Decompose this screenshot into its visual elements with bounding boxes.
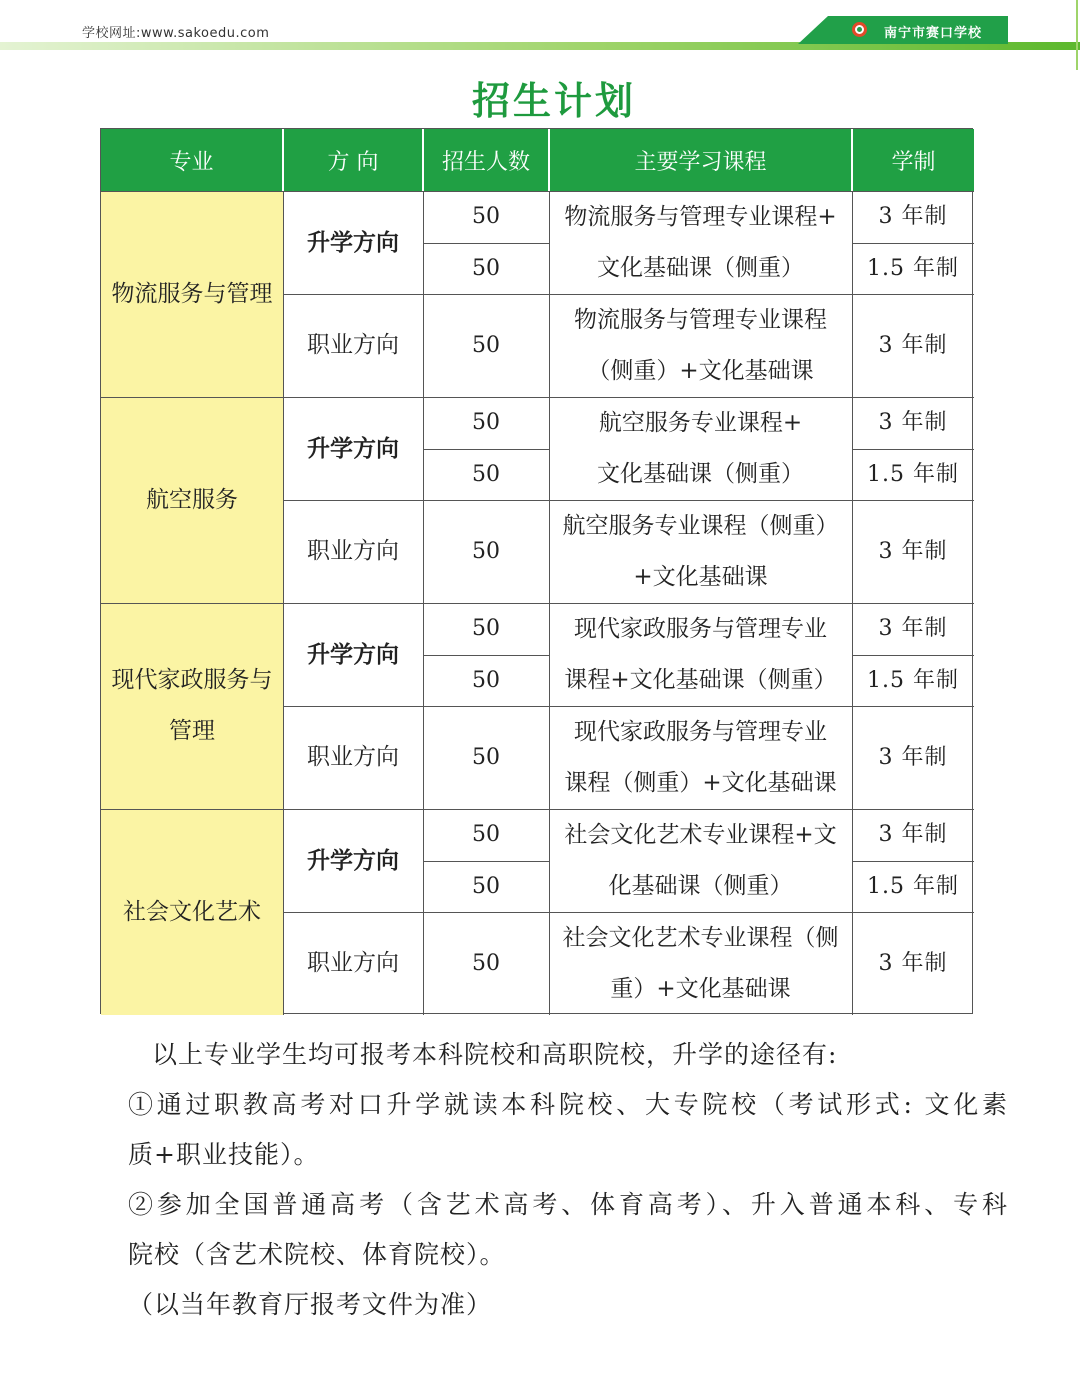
course-cell xyxy=(549,500,852,603)
notes xyxy=(128,1030,1008,1330)
count-cell: 50 xyxy=(472,410,500,436)
table-rule xyxy=(283,500,974,501)
table-rule xyxy=(852,655,974,656)
major-cell: 航空服务 xyxy=(101,397,283,603)
table-rule xyxy=(283,912,974,913)
header-count: 招生人数 xyxy=(424,129,548,191)
cell-line: 物流服务与管理专业课程+ xyxy=(564,203,837,230)
major-cell: 物流服务与管理 xyxy=(101,191,283,397)
table-rule xyxy=(852,449,974,450)
count-cell: 50 xyxy=(472,616,500,642)
system-cell: 3 年制 xyxy=(878,616,948,642)
course-cell xyxy=(549,397,852,500)
course-cell xyxy=(549,912,852,1015)
cell-line: 物流服务与管理专业课程 xyxy=(574,306,827,333)
count-cell: 50 xyxy=(472,255,500,281)
cell-line: 文化基础课（侧重） xyxy=(597,460,804,487)
notes-intro: 以上专业学生均可报考本科院校和高职院校，升学的途径有: xyxy=(152,1040,838,1069)
direction-cell: 职业方向 xyxy=(307,744,399,770)
course-cell xyxy=(549,294,852,397)
direction-cell: 升学方向 xyxy=(307,435,399,462)
cell-line: 文化基础课（侧重） xyxy=(597,254,804,281)
header-divider xyxy=(283,129,284,191)
notes-path1-line1: ①通过职教高考对口升学就读本科院校、大专院校（考试形式: 文化素 xyxy=(128,1090,1008,1119)
table-rule xyxy=(283,191,284,1015)
notes-path2-line2: 院校（含艺术院校、体育院校）。 xyxy=(128,1240,506,1269)
count-cell: 50 xyxy=(472,822,500,848)
table-rule xyxy=(101,191,974,192)
system-cell: 1.5 年制 xyxy=(867,873,959,899)
count-cell: 50 xyxy=(472,951,500,976)
cell-line: 重）+文化基础课 xyxy=(610,975,791,1002)
table-rule xyxy=(852,243,974,244)
direction-cell: 职业方向 xyxy=(307,950,399,976)
header-divider xyxy=(549,129,550,191)
table-rule xyxy=(423,243,549,244)
table-rule xyxy=(423,449,549,450)
system-cell: 3 年制 xyxy=(878,822,948,848)
course-cell xyxy=(549,706,852,809)
table-rule xyxy=(423,655,549,656)
system-cell: 3 年制 xyxy=(878,951,948,976)
direction-cell: 职业方向 xyxy=(307,332,399,358)
cell-line: 管理 xyxy=(169,718,215,744)
direction-cell: 职业方向 xyxy=(307,538,399,564)
count-cell: 50 xyxy=(472,461,500,487)
system-cell: 3 年制 xyxy=(878,410,948,436)
cell-line: 现代家政服务与管理专业 xyxy=(574,718,827,745)
notes-path1-line2: 质+职业技能）。 xyxy=(128,1140,320,1169)
table-rule xyxy=(852,191,853,1015)
notes-footnote: （以当年教育厅报考文件为准） xyxy=(128,1290,493,1319)
cell-line: 化基础课（侧重） xyxy=(608,872,793,899)
cell-line: 航空服务专业课程（侧重） xyxy=(562,512,839,539)
page-title: 招生计划 xyxy=(471,79,636,123)
major-cell xyxy=(101,603,283,809)
count-cell: 50 xyxy=(472,539,500,564)
table-rule xyxy=(283,706,974,707)
cell-line: （侧重）+文化基础课 xyxy=(587,357,814,384)
count-cell: 50 xyxy=(472,204,500,230)
cell-line: 现代家政服务与 xyxy=(111,667,273,693)
count-cell: 50 xyxy=(472,333,500,358)
direction-cell: 升学方向 xyxy=(307,641,399,668)
course-cell xyxy=(549,809,852,912)
major-cell: 社会文化艺术 xyxy=(101,809,283,1015)
page-border xyxy=(1076,0,1078,70)
cell-line: 现代家政服务与管理专业 xyxy=(574,615,827,642)
table-rule xyxy=(423,191,424,1015)
cell-line: +文化基础课 xyxy=(633,563,768,590)
direction-cell: 升学方向 xyxy=(307,847,399,874)
cell-line: 课程+文化基础课（侧重） xyxy=(564,666,837,693)
system-cell: 1.5 年制 xyxy=(867,461,959,487)
header-divider xyxy=(852,129,853,191)
table-rule xyxy=(101,603,974,604)
table-rule xyxy=(549,191,550,1015)
count-cell: 50 xyxy=(472,667,500,693)
table-rule xyxy=(101,809,974,810)
table-rule xyxy=(101,397,974,398)
header-major: 专业 xyxy=(101,129,282,191)
table-rule xyxy=(283,294,974,295)
system-cell: 3 年制 xyxy=(878,539,948,564)
school-name: 南宁市赛口学校 xyxy=(884,26,983,41)
school-logo-icon xyxy=(852,22,867,37)
system-cell: 1.5 年制 xyxy=(867,255,959,281)
count-cell: 50 xyxy=(472,873,500,899)
header-direction: 方 向 xyxy=(284,129,422,191)
cell-line: 航空服务专业课程+ xyxy=(598,409,803,436)
notes-path2-line1: ②参加全国普通高考（含艺术高考、体育高考）、升入普通本科、专科 xyxy=(128,1190,1008,1219)
cell-line: 课程（侧重）+文化基础课 xyxy=(564,769,837,796)
count-cell: 50 xyxy=(472,745,500,770)
course-cell xyxy=(549,603,852,706)
cell-line: 社会文化艺术专业课程+文 xyxy=(564,821,837,848)
course-cell xyxy=(549,191,852,294)
enrollment-table xyxy=(100,128,973,1014)
cell-line: 社会文化艺术专业课程（侧 xyxy=(562,924,839,951)
system-cell: 3 年制 xyxy=(878,333,948,358)
table-rule xyxy=(423,861,549,862)
table-rule xyxy=(852,861,974,862)
header-system: 学制 xyxy=(853,129,974,191)
header-course: 主要学习课程 xyxy=(550,129,851,191)
direction-cell: 升学方向 xyxy=(307,229,399,256)
system-cell: 3 年制 xyxy=(878,204,948,230)
site-url: 学校网址:www.sakoedu.com xyxy=(82,26,270,41)
system-cell: 3 年制 xyxy=(878,745,948,770)
system-cell: 1.5 年制 xyxy=(867,667,959,693)
header-divider xyxy=(423,129,424,191)
